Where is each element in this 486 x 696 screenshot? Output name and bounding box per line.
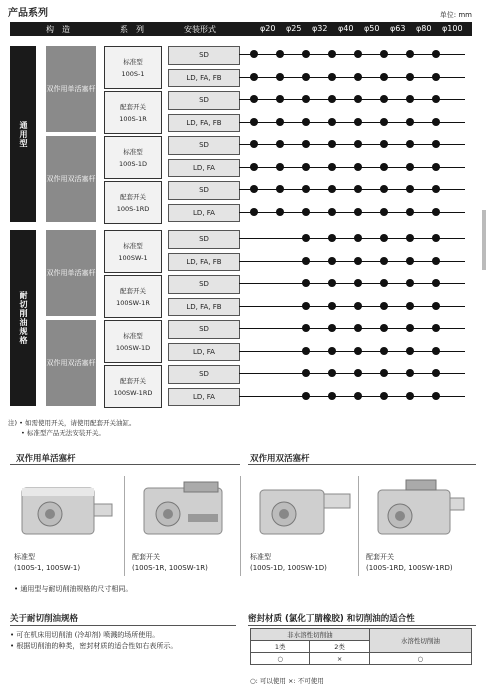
series-text: 100S-1RD: [116, 204, 150, 213]
availability-dot: [406, 140, 414, 148]
seal-legend: ○: 可以使用 ×: 不可使用: [250, 677, 324, 685]
availability-dot: [328, 392, 336, 400]
availability-dot: [276, 73, 284, 81]
availability-dot: [354, 257, 362, 265]
mount-type: LD, FA: [168, 204, 240, 223]
availability-dot: [302, 302, 310, 310]
availability-dot: [302, 347, 310, 355]
page-edge-tab: [482, 210, 486, 270]
availability-dot: [380, 324, 388, 332]
caption-sw-double: [366, 552, 453, 574]
series-text: 标准型: [123, 241, 143, 250]
series-text: 100SW-1R: [116, 298, 150, 307]
availability-dot: [250, 50, 258, 58]
availability-dot: [302, 163, 310, 171]
availability-dot: [302, 95, 310, 103]
availability-dot: [354, 50, 362, 58]
availability-dot: [354, 208, 362, 216]
series-box: [104, 365, 162, 408]
availability-dot: [328, 185, 336, 193]
availability-dot: [380, 279, 388, 287]
availability-dot: [276, 95, 284, 103]
availability-dot: [328, 257, 336, 265]
availability-dot: [354, 302, 362, 310]
availability-dot: [276, 118, 284, 126]
divider: [10, 625, 236, 626]
seal-type1: 1类: [251, 641, 310, 653]
caption-models: (100S-1D, 100SW-1D): [250, 564, 327, 572]
availability-dot: [328, 279, 336, 287]
availability-dot: [302, 369, 310, 377]
seal-value: ×: [310, 653, 369, 665]
mount-type: SD: [168, 230, 240, 249]
availability-dot: [380, 392, 388, 400]
availability-dot: [406, 392, 414, 400]
caption-models: (100S-1RD, 100SW-1RD): [366, 564, 453, 572]
series-box: [104, 230, 162, 273]
availability-dot: [354, 369, 362, 377]
subgroup-label: 双作用单活塞杆: [46, 230, 96, 316]
series-text: 100S-1R: [119, 114, 147, 123]
availability-dot: [354, 392, 362, 400]
seal-table: [250, 628, 472, 665]
availability-dot: [276, 185, 284, 193]
availability-dot: [380, 369, 388, 377]
availability-dot: [328, 140, 336, 148]
availability-dot: [328, 163, 336, 171]
availability-dot: [432, 73, 440, 81]
availability-dot: [328, 324, 336, 332]
availability-dot: [302, 118, 310, 126]
availability-dot: [406, 208, 414, 216]
oil-line: • 可在机床用切削油 (冷却剂) 喷溅的场所使用。: [10, 631, 160, 639]
note-line: • 标准型产品无法安装开关。: [8, 429, 105, 437]
availability-dot: [380, 118, 388, 126]
caption-std-double: [250, 552, 327, 574]
availability-dot: [250, 95, 258, 103]
availability-dot: [302, 50, 310, 58]
caption-label: 配套开关: [132, 553, 160, 561]
availability-dot: [250, 208, 258, 216]
availability-dot: [380, 50, 388, 58]
availability-dot: [432, 50, 440, 58]
availability-dot: [432, 257, 440, 265]
mount-type: SD: [168, 136, 240, 155]
subgroup-label: 双作用双活塞杆: [46, 320, 96, 406]
mount-type: LD, FA, FB: [168, 253, 240, 272]
availability-dot: [406, 73, 414, 81]
availability-dot: [380, 302, 388, 310]
series-text: 100S-1: [121, 69, 145, 78]
header-structure: 构 造: [46, 25, 70, 34]
availability-dot: [432, 95, 440, 103]
availability-dot: [432, 185, 440, 193]
oil-lines: [10, 630, 177, 652]
mount-type: LD, FA, FB: [168, 69, 240, 88]
availability-dot: [380, 347, 388, 355]
caption-models: (100S-1R, 100SW-1R): [132, 564, 208, 572]
availability-dot: [380, 208, 388, 216]
mount-type: SD: [168, 181, 240, 200]
availability-dot: [406, 257, 414, 265]
availability-dot: [276, 208, 284, 216]
availability-dot: [302, 73, 310, 81]
availability-dot: [406, 163, 414, 171]
subgroup-label: 双作用双活塞杆: [46, 136, 96, 222]
availability-dot: [250, 185, 258, 193]
availability-dot: [406, 302, 414, 310]
availability-dot: [328, 234, 336, 242]
availability-dot: [328, 208, 336, 216]
availability-dot: [406, 324, 414, 332]
group-label: 耐切削油规格: [10, 230, 36, 406]
availability-dot: [354, 73, 362, 81]
availability-dot: [276, 163, 284, 171]
cylinder-switch-double-image: [366, 474, 470, 544]
availability-dot: [380, 234, 388, 242]
availability-dot: [432, 347, 440, 355]
series-box: [104, 91, 162, 134]
availability-dot: [302, 208, 310, 216]
series-text: 配套开关: [120, 376, 146, 385]
availability-dot: [354, 234, 362, 242]
mount-type: LD, FA: [168, 388, 240, 407]
series-text: 配套开关: [120, 102, 146, 111]
mount-type: SD: [168, 91, 240, 110]
single-rod-title: 双作用单活塞杆: [16, 454, 76, 464]
availability-dot: [328, 50, 336, 58]
header-bore-40: φ40: [338, 24, 354, 33]
mount-type: SD: [168, 275, 240, 294]
mount-type: LD, FA, FB: [168, 298, 240, 317]
page-title: 产品系列: [8, 8, 48, 19]
header-mount: 安装形式: [184, 25, 216, 34]
divider: [358, 476, 359, 576]
divider: [10, 464, 240, 465]
availability-dot: [406, 279, 414, 287]
mount-type: LD, FA: [168, 343, 240, 362]
availability-dot: [302, 257, 310, 265]
availability-dot: [380, 257, 388, 265]
series-box: [104, 275, 162, 318]
series-box: [104, 46, 162, 89]
availability-dot: [276, 140, 284, 148]
availability-dot: [302, 234, 310, 242]
availability-dot: [354, 279, 362, 287]
availability-dot: [432, 392, 440, 400]
caption-std-single: [14, 552, 80, 574]
mount-type: LD, FA: [168, 159, 240, 178]
availability-dot: [354, 347, 362, 355]
series-text: 标准型: [123, 57, 143, 66]
availability-dot: [328, 347, 336, 355]
series-box: [104, 181, 162, 224]
caption-label: 配套开关: [366, 553, 394, 561]
availability-dot: [302, 140, 310, 148]
caption-label: 标准型: [250, 553, 271, 561]
header-bore-32: φ32: [312, 24, 328, 33]
header-bore-80: φ80: [416, 24, 432, 33]
availability-dot: [354, 185, 362, 193]
availability-dot: [302, 185, 310, 193]
header-bore-20: φ20: [260, 24, 276, 33]
availability-dot: [432, 234, 440, 242]
series-box: [104, 320, 162, 363]
availability-dot: [250, 163, 258, 171]
group-label: 通用型: [10, 46, 36, 222]
divider: [124, 476, 125, 576]
double-rod-title: 双作用双活塞杆: [250, 454, 310, 464]
availability-dot: [328, 95, 336, 103]
availability-dot: [328, 369, 336, 377]
availability-dot: [380, 95, 388, 103]
dimension-note: • 通用型与耐切削油规格的尺寸相同。: [14, 585, 133, 593]
availability-dot: [328, 73, 336, 81]
caption-models: (100S-1, 100SW-1): [14, 564, 81, 572]
divider: [240, 476, 241, 576]
availability-dot: [432, 118, 440, 126]
seal-non-water-header: 非水溶性切削油: [251, 629, 370, 641]
availability-dot: [380, 163, 388, 171]
mount-type: SD: [168, 46, 240, 65]
availability-dot: [432, 302, 440, 310]
availability-dot: [354, 163, 362, 171]
caption-sw-single: [132, 552, 208, 574]
oil-line: • 根据切削油的种类，密封材质的适合性如右表所示。: [10, 642, 178, 650]
availability-dot: [354, 95, 362, 103]
availability-dot: [354, 324, 362, 332]
seal-title: 密封材质 (氯化丁腈橡胶) 和切削油的适合性: [248, 614, 415, 624]
availability-dot: [354, 140, 362, 148]
availability-dot: [302, 324, 310, 332]
series-text: 100SW-1D: [115, 343, 151, 352]
availability-dot: [328, 118, 336, 126]
availability-dot: [250, 118, 258, 126]
cylinder-switch-single-image: [132, 474, 236, 544]
series-text: 标准型: [123, 331, 143, 340]
header-bore-63: φ63: [390, 24, 406, 33]
cylinder-standard-double-image: [252, 474, 356, 544]
availability-dot: [250, 140, 258, 148]
availability-dot: [380, 140, 388, 148]
caption-label: 标准型: [14, 553, 35, 561]
availability-dot: [406, 185, 414, 193]
availability-dot: [406, 95, 414, 103]
series-text: 配套开关: [120, 192, 146, 201]
series-text: 配套开关: [120, 286, 146, 295]
availability-dot: [432, 279, 440, 287]
divider: [248, 625, 476, 626]
availability-dot: [432, 324, 440, 332]
availability-dot: [406, 347, 414, 355]
availability-dot: [406, 234, 414, 242]
availability-dot: [406, 118, 414, 126]
header-bore-25: φ25: [286, 24, 302, 33]
availability-dot: [406, 369, 414, 377]
divider: [248, 464, 476, 465]
seal-water-header: 水溶性切削油: [369, 629, 471, 653]
subgroup-label: 双作用单活塞杆: [46, 46, 96, 132]
header-bore-100: φ100: [442, 24, 463, 33]
availability-dot: [250, 73, 258, 81]
unit-label: 单位: mm: [439, 11, 472, 19]
note-line: 注) • 如需使用开关，请使用配套开关油缸。: [8, 419, 136, 427]
availability-dot: [380, 185, 388, 193]
mount-type: LD, FA, FB: [168, 114, 240, 133]
mount-type: SD: [168, 365, 240, 384]
seal-type2: 2类: [310, 641, 369, 653]
seal-value: ○: [369, 653, 471, 665]
header-series: 系 列: [120, 25, 144, 34]
availability-dot: [302, 392, 310, 400]
availability-dot: [354, 118, 362, 126]
series-text: 100S-1D: [118, 159, 148, 168]
oil-title: 关于耐切削油规格: [10, 614, 79, 624]
availability-dot: [432, 208, 440, 216]
series-box: [104, 136, 162, 179]
mount-type: SD: [168, 320, 240, 339]
availability-dot: [432, 163, 440, 171]
series-text: 100SW-1: [118, 253, 148, 262]
notes: [8, 418, 136, 438]
series-text: 100SW-1RD: [113, 388, 153, 397]
availability-dot: [276, 50, 284, 58]
availability-dot: [432, 140, 440, 148]
availability-dot: [328, 302, 336, 310]
availability-dot: [406, 50, 414, 58]
header-bore-50: φ50: [364, 24, 380, 33]
availability-dot: [380, 73, 388, 81]
seal-value: ○: [251, 653, 310, 665]
availability-dot: [432, 369, 440, 377]
series-text: 标准型: [123, 147, 143, 156]
cylinder-standard-single-image: [14, 474, 118, 544]
table-header: [10, 22, 472, 36]
availability-dot: [302, 279, 310, 287]
